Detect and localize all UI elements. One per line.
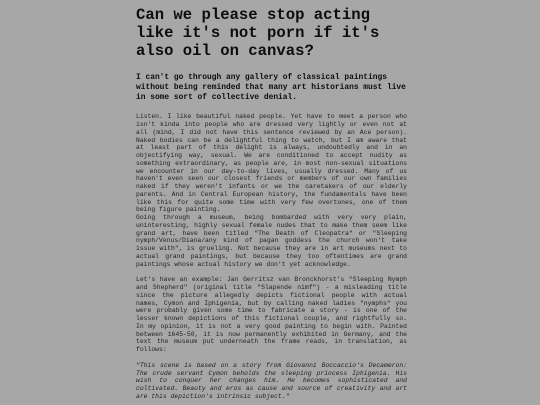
article-paragraph: Listen. I like beautiful naked people. Yet have to meet a person who isn't kinda into people who are dressed very lightly or even not at all (mind, I did not have this sentence reviewed by an Ace person). Naked bodies can be a delightful thing to watch, but I am aware that at least part of this delight is always, undoubtedly and in an objectifying way, sexual. We are conditioned to accept nudity as something extraordinary, as people are, in most non-sexual situations we encounter in our day-to-day lives, usually dressed. Many of us haven't even seen our closest friends or members of our own families naked if they weren't infants or we the caretakers of our elderly parents. And in Central European history, the fundamentals have been like this for quite some time with very few overtones, one of them being figure painting. bbox=[136, 113, 407, 214]
article-title: Can we please stop acting like it's not porn if it's also oil on canvas? bbox=[136, 6, 380, 60]
article-subtitle: I can't go through any gallery of classical paintings without being reminded that many art historians must live in some sort of collective denial. bbox=[136, 73, 406, 102]
article-paragraph: Going through a museum, being bombarded with very very plain, uninteresting, highly sexual female nudes that to make them seem like grand art, have been titled "The Death of Cleopatra" or "Sleeping nymph/Venus/Diana/any kind of pagan goddess the church won't take issue with", is grueling. Not because they are in art museums next to actual grand paintings, but because they too oftentimes are grand paintings whose actual history we don't yet acknowledge. bbox=[136, 214, 407, 268]
article-paragraph: Let's have an example: Jan Gerritsz van Bronckhorst's "Sleeping Nymph and Shepherd" (original title "Slapende nimf") - a misleading title since the picture allegedly depicts fictional people with actual names, Cymon and Iphigenia, but by calling naked ladies "nymphs" you were probably given some time to fabricate a story - is one of the lesser known depictions of this fictional couple, and rightfully so. In my opinion, it is not a very good painting to begin with. Painted between 1645-50, it is now permanently exhibited in Germany, and the text the museum put underneath the frame reads, in translation, as follows: bbox=[136, 276, 407, 354]
article-quote: "This scene is based on a story from Giovanni Boccaccio's Decameron: The crude servant Cymon beholds the sleeping princess Iphigenia. His wish to conquer her changes him. He becomes sophisticated and cultivated. Beauty and eros as cause and source of creativity and art are this depiction's intrinsic subject." bbox=[136, 361, 407, 400]
article bbox=[136, 6, 407, 401]
